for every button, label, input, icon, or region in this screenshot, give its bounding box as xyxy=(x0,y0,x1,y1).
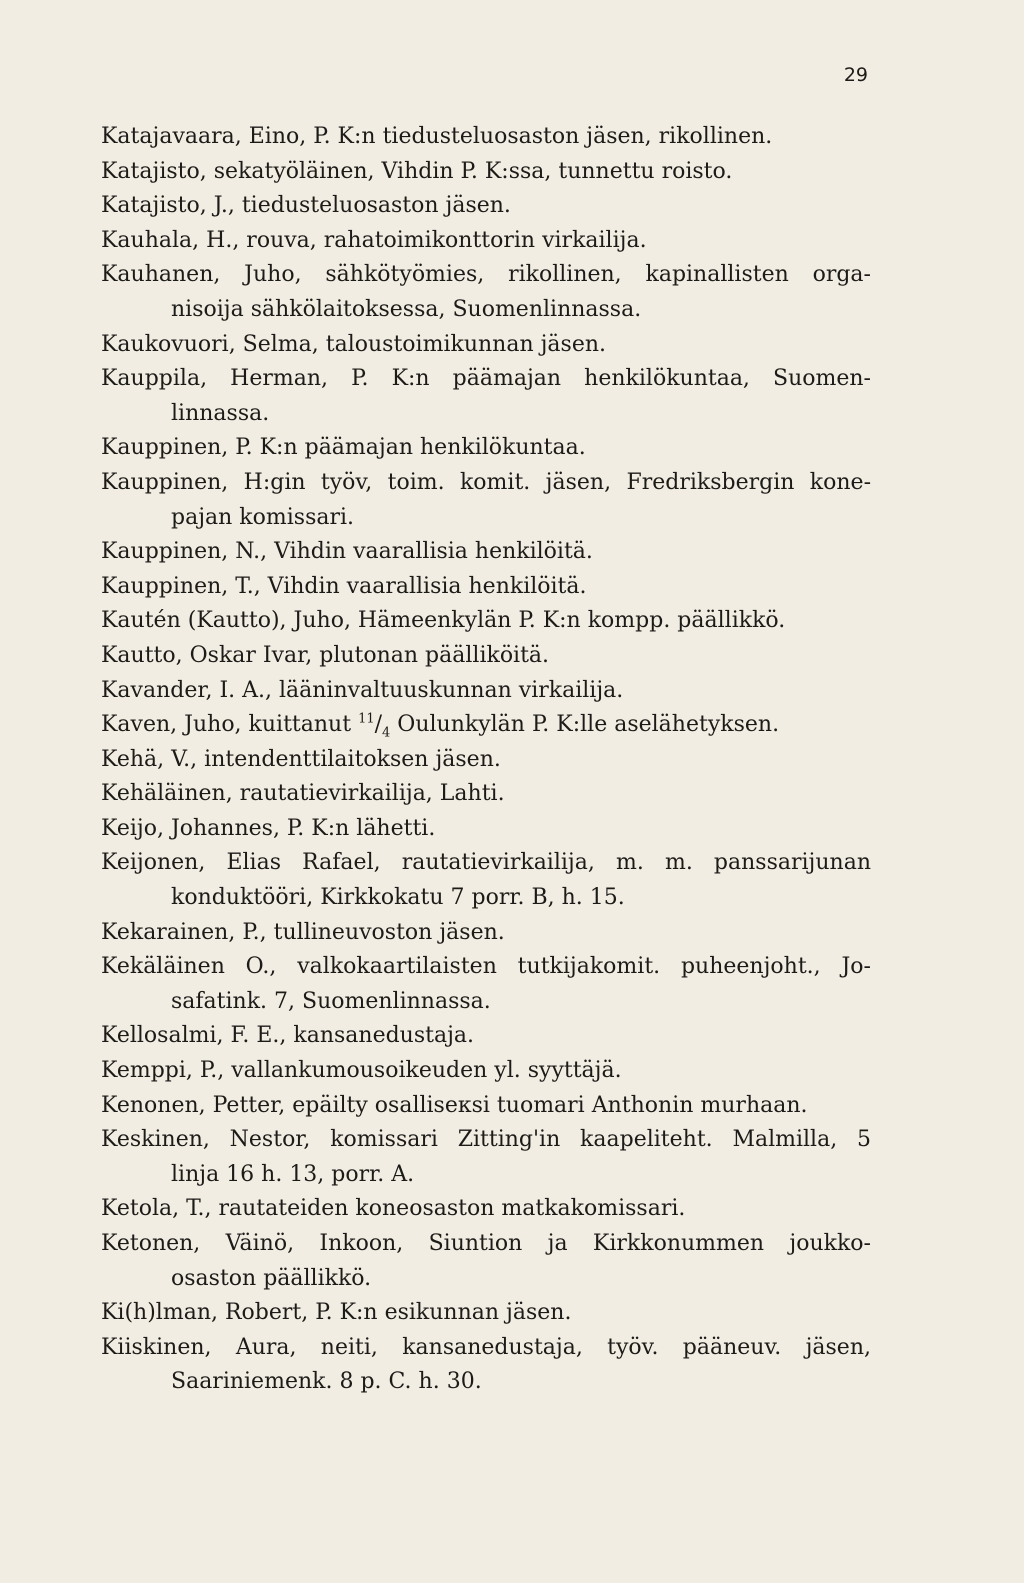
entry-continuation: nisoija sähkölaitoksessa, Suomenlinnassa. xyxy=(171,296,642,322)
entry-text: Katajavaara, Eino, P. K:n tiedusteluosaston jäsen, rikollinen. xyxy=(101,124,773,149)
list-item xyxy=(101,708,871,743)
list-item xyxy=(101,155,871,190)
entry-continuation: osaston päällikkö. xyxy=(171,1265,372,1291)
entry-text: Kauppinen, H:gin työv, toim. komit. jäsen, Fredriksbergin kone- xyxy=(101,469,871,495)
entry-continuation: Saariniemenk. 8 p. C. h. 30. xyxy=(171,1369,482,1395)
list-item xyxy=(101,604,871,639)
list-item xyxy=(101,1296,871,1331)
entry-text: Kenonen, Petter, epäilty osalliseκsi tuomari Anthonin murhaan. xyxy=(101,1092,808,1118)
entry-continuation: safatink. 7, Suomenlinnassa. xyxy=(171,988,491,1014)
entry-continuation: konduktööri, Kirkkokatu 7 porr. B, h. 15. xyxy=(171,885,625,911)
entry-text: Ki(h)lman, Robert, P. K:n esikunnan jäsen. xyxy=(101,1300,572,1326)
entry-text: Kekarainen, P., tullineuvoston jäsen. xyxy=(101,919,505,945)
entry-list xyxy=(101,120,871,1400)
entry-text: Ketonen, Väinö, Inkoon, Siuntion ja Kirkkonummen joukko- xyxy=(101,1231,871,1256)
entry-text: Keijo, Johannes, P. K:n lähetti. xyxy=(101,815,436,841)
entry-text: Kekäläinen O., valkokaartilaisten tutkijakomit. puheenjoht., Jo- xyxy=(101,954,871,980)
list-item xyxy=(101,1331,871,1400)
list-item xyxy=(101,431,871,466)
entry-text: Kaukovuori, Selma, taloustoimikunnan jäsen. xyxy=(101,331,607,357)
entry-text: Keijonen, Elias Rafael, rautatievirkailija, m. m. panssarijunan xyxy=(101,850,871,876)
entry-text: Kiiskinen, Aura, neiti, kansanedustaja, työv. pääneuv. jäsen, xyxy=(101,1334,871,1360)
fraction-denominator: 4 xyxy=(382,725,391,741)
entry-text: Kauppinen, T., Vihdin vaarallisia henkilöitä. xyxy=(101,573,587,599)
entry-text: Kavander, I. A., lääninvaltuuskunnan virkailija. xyxy=(101,677,624,703)
entry-text: Kauppinen, N., Vihdin vaarallisia henkilöitä. xyxy=(101,539,593,565)
list-item xyxy=(101,1019,871,1054)
list-item xyxy=(101,1054,871,1089)
list-item xyxy=(101,674,871,709)
list-item xyxy=(101,258,871,327)
fraction-numerator: 11 xyxy=(358,711,375,727)
list-item xyxy=(101,1089,871,1124)
entry-text-post: Oulunkylän P. K:lle aselähetyksen. xyxy=(390,712,780,738)
entry-text: Kehäläinen, rautatievirkailija, Lahti. xyxy=(101,781,505,807)
entry-text: Kauhanen, Juho, sähkötyömies, rikollinen, kapinallisten orga- xyxy=(101,262,871,288)
list-item xyxy=(101,535,871,570)
list-item xyxy=(101,224,871,259)
list-item xyxy=(101,846,871,915)
fraction-slash: / xyxy=(374,712,383,738)
list-item xyxy=(101,1227,871,1296)
list-item xyxy=(101,916,871,951)
list-item xyxy=(101,1192,871,1227)
entry-text: Kemppi, P., vallankumousoikeuden yl. syyttäjä. xyxy=(101,1058,622,1084)
list-item xyxy=(101,120,871,155)
entry-continuation: linja 16 h. 13, porr. A. xyxy=(171,1161,415,1187)
entry-text: Katajisto, sekatyöläinen, Vihdin P. K:ssa, tunnettu roisto. xyxy=(101,158,733,184)
entry-text: Kautén (Kautto), Juho, Hämeenkylän P. K:n kompp. päällikkö. xyxy=(101,608,786,634)
page-number: 29 xyxy=(843,64,868,86)
entry-text xyxy=(101,708,871,743)
entry-text-pre: Kaven, Juho, kuittanut xyxy=(101,712,359,738)
entry-text: Kauhala, H., rouva, rahatoimikonttorin virkailija. xyxy=(101,227,647,253)
list-item xyxy=(101,743,871,778)
entry-continuation: linnassa. xyxy=(171,400,270,426)
entry-continuation: pajan komissari. xyxy=(171,504,355,530)
list-item xyxy=(101,328,871,363)
entry-text: Katajisto, J., tiedusteluosaston jäsen. xyxy=(101,193,511,219)
entry-text: Kautto, Oskar Ivar, plutonan päälliköitä. xyxy=(101,642,550,668)
entry-text: Kellosalmi, F. E., kansanedustaja. xyxy=(101,1023,475,1049)
entry-text: Kauppinen, P. K:n päämajan henkilökuntaa. xyxy=(101,435,586,461)
entry-text: Kauppila, Herman, P. K:n päämajan henkilökuntaa, Suomen- xyxy=(101,366,871,392)
list-item xyxy=(101,950,871,1019)
list-item xyxy=(101,812,871,847)
list-item xyxy=(101,189,871,224)
list-item xyxy=(101,777,871,812)
list-item xyxy=(101,362,871,431)
list-item xyxy=(101,570,871,605)
list-item xyxy=(101,466,871,535)
entry-text: Ketola, T., rautateiden koneosaston matkakomissari. xyxy=(101,1196,686,1222)
list-item xyxy=(101,1123,871,1192)
entry-text: Kehä, V., intendenttilaitoksen jäsen. xyxy=(101,746,501,772)
list-item xyxy=(101,639,871,674)
entry-text: Keskinen, Nestor, komissari Zitting'in kaapeliteht. Malmilla, 5 xyxy=(101,1127,871,1153)
